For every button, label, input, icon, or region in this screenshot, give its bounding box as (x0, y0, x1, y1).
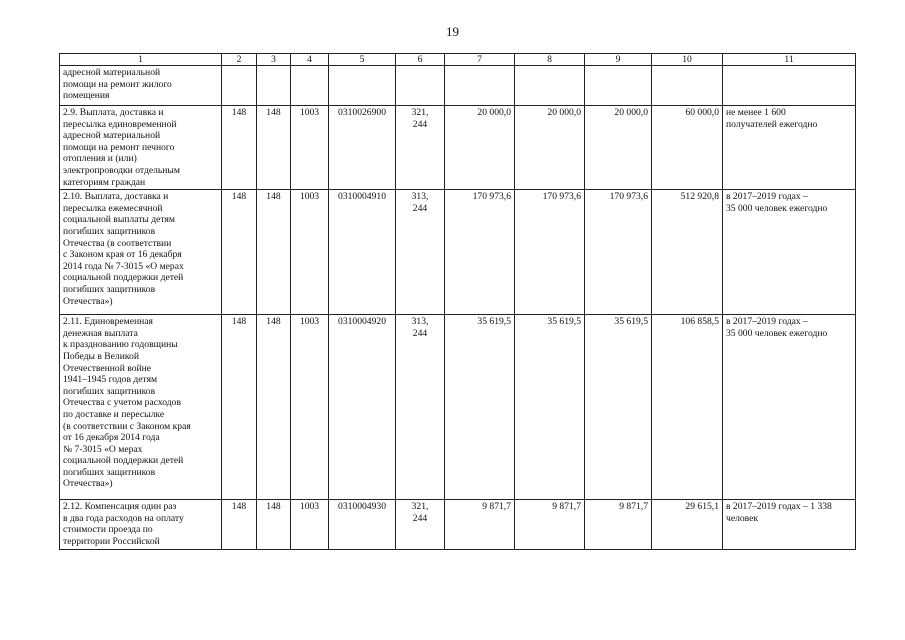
cell-c11 (723, 190, 856, 315)
cell-c3: 148 (257, 500, 291, 549)
cell-c7: 170 973,6 (445, 190, 515, 315)
column-header: 9 (585, 54, 652, 66)
cell-c4 (291, 66, 329, 106)
cell-c8: 9 871,7 (515, 500, 585, 549)
column-header: 7 (445, 54, 515, 66)
cell-c9: 9 871,7 (585, 500, 652, 549)
column-header: 1 (60, 54, 222, 66)
cell-c11-text: в 2017–2019 годах – 35 000 человек ежегодно (726, 191, 828, 214)
cell-c2 (222, 66, 257, 106)
header-row (60, 54, 856, 66)
row-description-text: 2.11. Единовременная денежная выплата к празднованию годовщины Победы в Великой Отечественной войне 1941–1945 годов детям погибших защитников Отечества с учетом расходов по доставке и пересылке (в соответствии с Законом края от 16 декабря 2014 года № 7-3015 «О мерах социальной поддержки детей погибших защитников Отечества») (63, 316, 191, 490)
cell-c6 (396, 106, 445, 190)
page-number: 19 (446, 24, 459, 39)
row-description (60, 315, 222, 500)
cell-c10: 512 920,8 (652, 190, 723, 315)
cell-c5: 0310004910 (329, 190, 396, 315)
cell-c10: 60 000,0 (652, 106, 723, 190)
table-row (60, 66, 856, 106)
row-description-text: 2.9. Выплата, доставка и пересылка единовременной адресной материальной помощи на ремонт печного отопления и (или) электропроводки отдельным категориям граждан (63, 107, 180, 188)
cell-c10: 106 858,5 (652, 315, 723, 500)
column-header: 2 (222, 54, 257, 66)
cell-c4: 1003 (291, 315, 329, 500)
cell-c7: 20 000,0 (445, 106, 515, 190)
row-description (60, 500, 222, 549)
cell-c6 (396, 315, 445, 500)
cell-c8: 20 000,0 (515, 106, 585, 190)
cell-c4: 1003 (291, 190, 329, 315)
table-row (60, 190, 856, 315)
row-description (60, 66, 222, 106)
cell-c11 (723, 106, 856, 190)
cell-c11 (723, 500, 856, 549)
cell-c3: 148 (257, 315, 291, 500)
cell-c2: 148 (222, 315, 257, 500)
cell-c4: 1003 (291, 500, 329, 549)
table-row (60, 500, 856, 549)
cell-c11-text: в 2017–2019 годах – 35 000 человек ежегодно (726, 316, 828, 339)
cell-c11 (723, 315, 856, 500)
cell-c9: 170 973,6 (585, 190, 652, 315)
cell-c8 (515, 66, 585, 106)
column-header: 3 (257, 54, 291, 66)
cell-c5: 0310026900 (329, 106, 396, 190)
cell-c5: 0310004930 (329, 500, 396, 549)
cell-c6-text: 321, 244 (411, 107, 429, 130)
cell-c6 (396, 66, 445, 106)
cell-c7: 9 871,7 (445, 500, 515, 549)
row-description (60, 106, 222, 190)
cell-c2: 148 (222, 106, 257, 190)
column-header: 11 (723, 54, 856, 66)
column-header: 6 (396, 54, 445, 66)
cell-c11-text: не менее 1 600 получателей ежегодно (726, 107, 818, 130)
table-row (60, 106, 856, 190)
cell-c6-text: 313, 244 (411, 316, 429, 339)
column-header: 10 (652, 54, 723, 66)
cell-c6 (396, 190, 445, 315)
cell-c5: 0310004920 (329, 315, 396, 500)
cell-c3 (257, 66, 291, 106)
column-header: 4 (291, 54, 329, 66)
cell-c9 (585, 66, 652, 106)
row-description-text: адресной материальной помощи на ремонт жилого помещения (63, 67, 172, 102)
cell-c9: 20 000,0 (585, 106, 652, 190)
column-header: 5 (329, 54, 396, 66)
row-description-text: 2.10. Выплата, доставка и пересылка ежемесячной социальной выплаты детям погибших защитников Отечества (в соответствии с Законом края от 16 декабря 2014 года № 7-3015 «О мерах социальной поддержки детей погибших защитников Отечества») (63, 191, 184, 307)
cell-c10: 29 615,1 (652, 500, 723, 549)
cell-c2: 148 (222, 190, 257, 315)
row-description (60, 190, 222, 315)
cell-c6-text: 321, 244 (411, 501, 429, 524)
cell-c3: 148 (257, 190, 291, 315)
cell-c10 (652, 66, 723, 106)
cell-c7: 35 619,5 (445, 315, 515, 500)
column-header: 8 (515, 54, 585, 66)
cell-c2: 148 (222, 500, 257, 549)
cell-c3: 148 (257, 106, 291, 190)
cell-c8: 35 619,5 (515, 315, 585, 500)
cell-c8: 170 973,6 (515, 190, 585, 315)
cell-c11 (723, 66, 856, 106)
cell-c6 (396, 500, 445, 549)
budget-table (59, 53, 856, 550)
cell-c7 (445, 66, 515, 106)
row-description-text: 2.12. Компенсация один раз в два года расходов на оплату стоимости проезда по территории Российской (63, 501, 184, 547)
cell-c6-text: 313, 244 (411, 191, 429, 214)
cell-c9: 35 619,5 (585, 315, 652, 500)
cell-c11-text: в 2017–2019 годах – 1 338 человек (726, 501, 832, 524)
table-row (60, 315, 856, 500)
cell-c5 (329, 66, 396, 106)
cell-c4: 1003 (291, 106, 329, 190)
